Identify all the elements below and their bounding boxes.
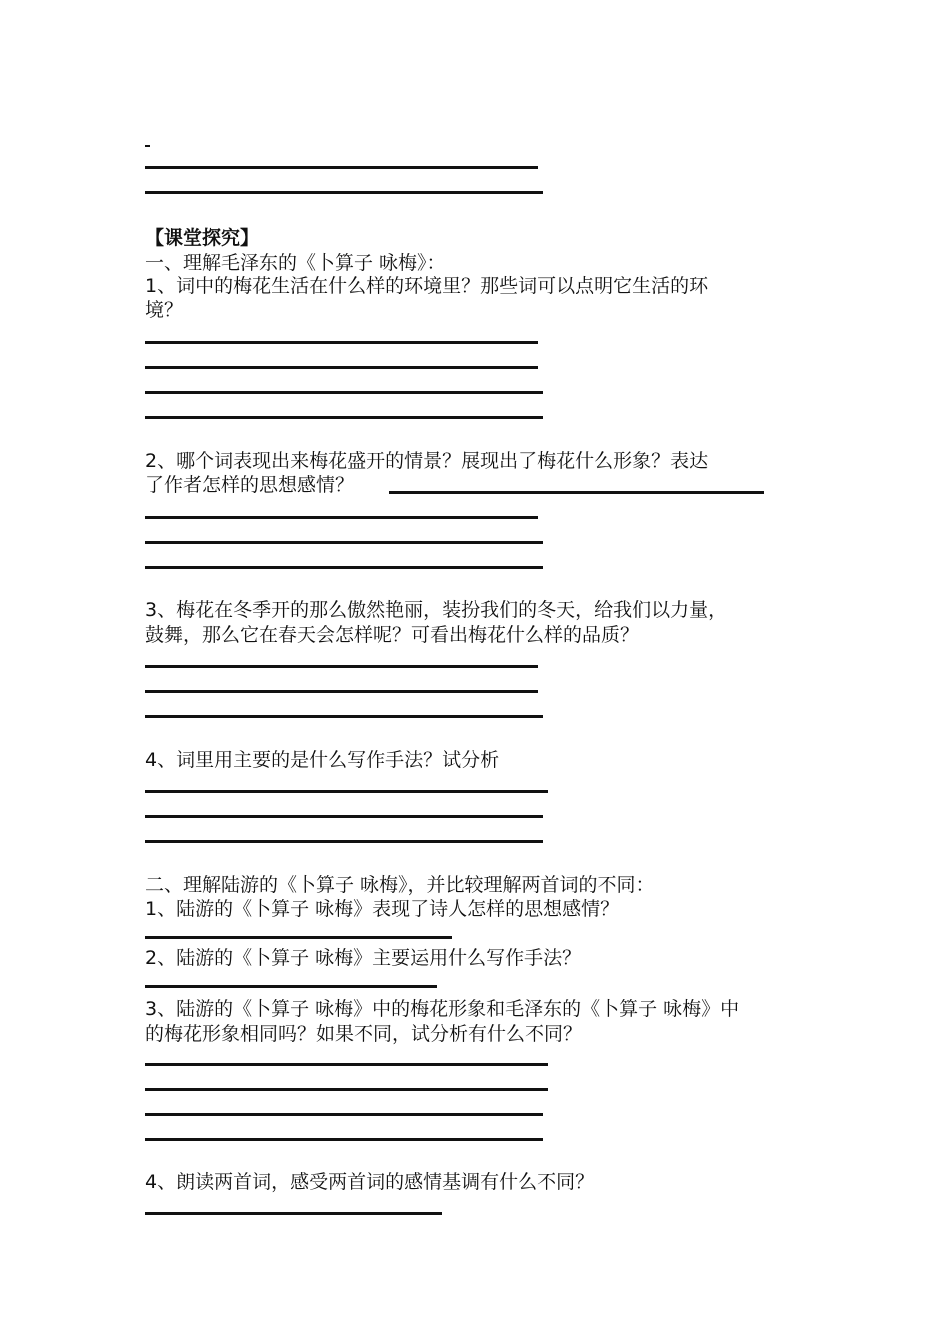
part1-heading: 一、理解毛泽东的《卜算子 咏梅》： bbox=[145, 252, 446, 274]
part2-q4: 4、朗读两首词，感受两首词的感情基调有什么不同？ bbox=[145, 1171, 595, 1193]
answer-line bbox=[145, 341, 538, 344]
answer-line bbox=[145, 936, 452, 939]
answer-line bbox=[145, 715, 543, 718]
answer-line bbox=[145, 840, 543, 843]
part1-q2-line1: 2、哪个词表现出来梅花盛开的情景？展现出了梅花什么形象？表达 bbox=[145, 450, 709, 472]
answer-line bbox=[145, 416, 543, 419]
section-title: 【课堂探究】 bbox=[145, 227, 260, 249]
part2-q3-line1: 3、陆游的《卜算子 咏梅》中的梅花形象和毛泽东的《卜算子 咏梅》中 bbox=[145, 998, 740, 1020]
answer-line bbox=[145, 690, 538, 693]
answer-line bbox=[145, 1212, 442, 1215]
part1-q3-line1: 3、梅花在冬季开的那么傲然艳丽，装扮我们的冬天，给我们以力量， bbox=[145, 599, 728, 621]
answer-line bbox=[145, 166, 538, 169]
answer-line bbox=[145, 1113, 543, 1116]
part1-q1-line1: 1、词中的梅花生活在什么样的环境里？那些词可以点明它生活的环 bbox=[145, 275, 709, 297]
answer-line bbox=[145, 1063, 548, 1066]
answer-line bbox=[145, 516, 538, 519]
answer-line bbox=[145, 1088, 548, 1091]
part2-q2: 2、陆游的《卜算子 咏梅》主要运用什么写作手法？ bbox=[145, 947, 582, 969]
part1-q1-line2: 境？ bbox=[145, 299, 184, 321]
answer-line bbox=[145, 815, 543, 818]
part2-q3-line2: 的梅花形象相同吗？如果不同，试分析有什么不同？ bbox=[145, 1023, 583, 1045]
part2-heading: 二、理解陆游的《卜算子 咏梅》，并比较理解两首词的不同： bbox=[145, 874, 655, 896]
part1-q4: 4、词里用主要的是什么写作手法？试分析 bbox=[145, 749, 500, 771]
answer-line bbox=[145, 790, 548, 793]
answer-line bbox=[145, 191, 543, 194]
answer-line bbox=[145, 541, 543, 544]
part1-q3-line2: 鼓舞，那么它在春天会怎样呢？可看出梅花什么样的品质？ bbox=[145, 624, 640, 646]
answer-line bbox=[145, 566, 543, 569]
stray-dash-mark bbox=[145, 145, 150, 147]
answer-line bbox=[145, 665, 538, 668]
answer-line bbox=[145, 391, 543, 394]
part1-q2-line2: 了作者怎样的思想感情？ bbox=[145, 474, 355, 496]
inline-answer-line bbox=[389, 491, 764, 494]
part2-q1: 1、陆游的《卜算子 咏梅》表现了诗人怎样的思想感情？ bbox=[145, 898, 620, 920]
answer-line bbox=[145, 366, 538, 369]
answer-line bbox=[145, 1138, 543, 1141]
answer-line bbox=[145, 985, 437, 988]
